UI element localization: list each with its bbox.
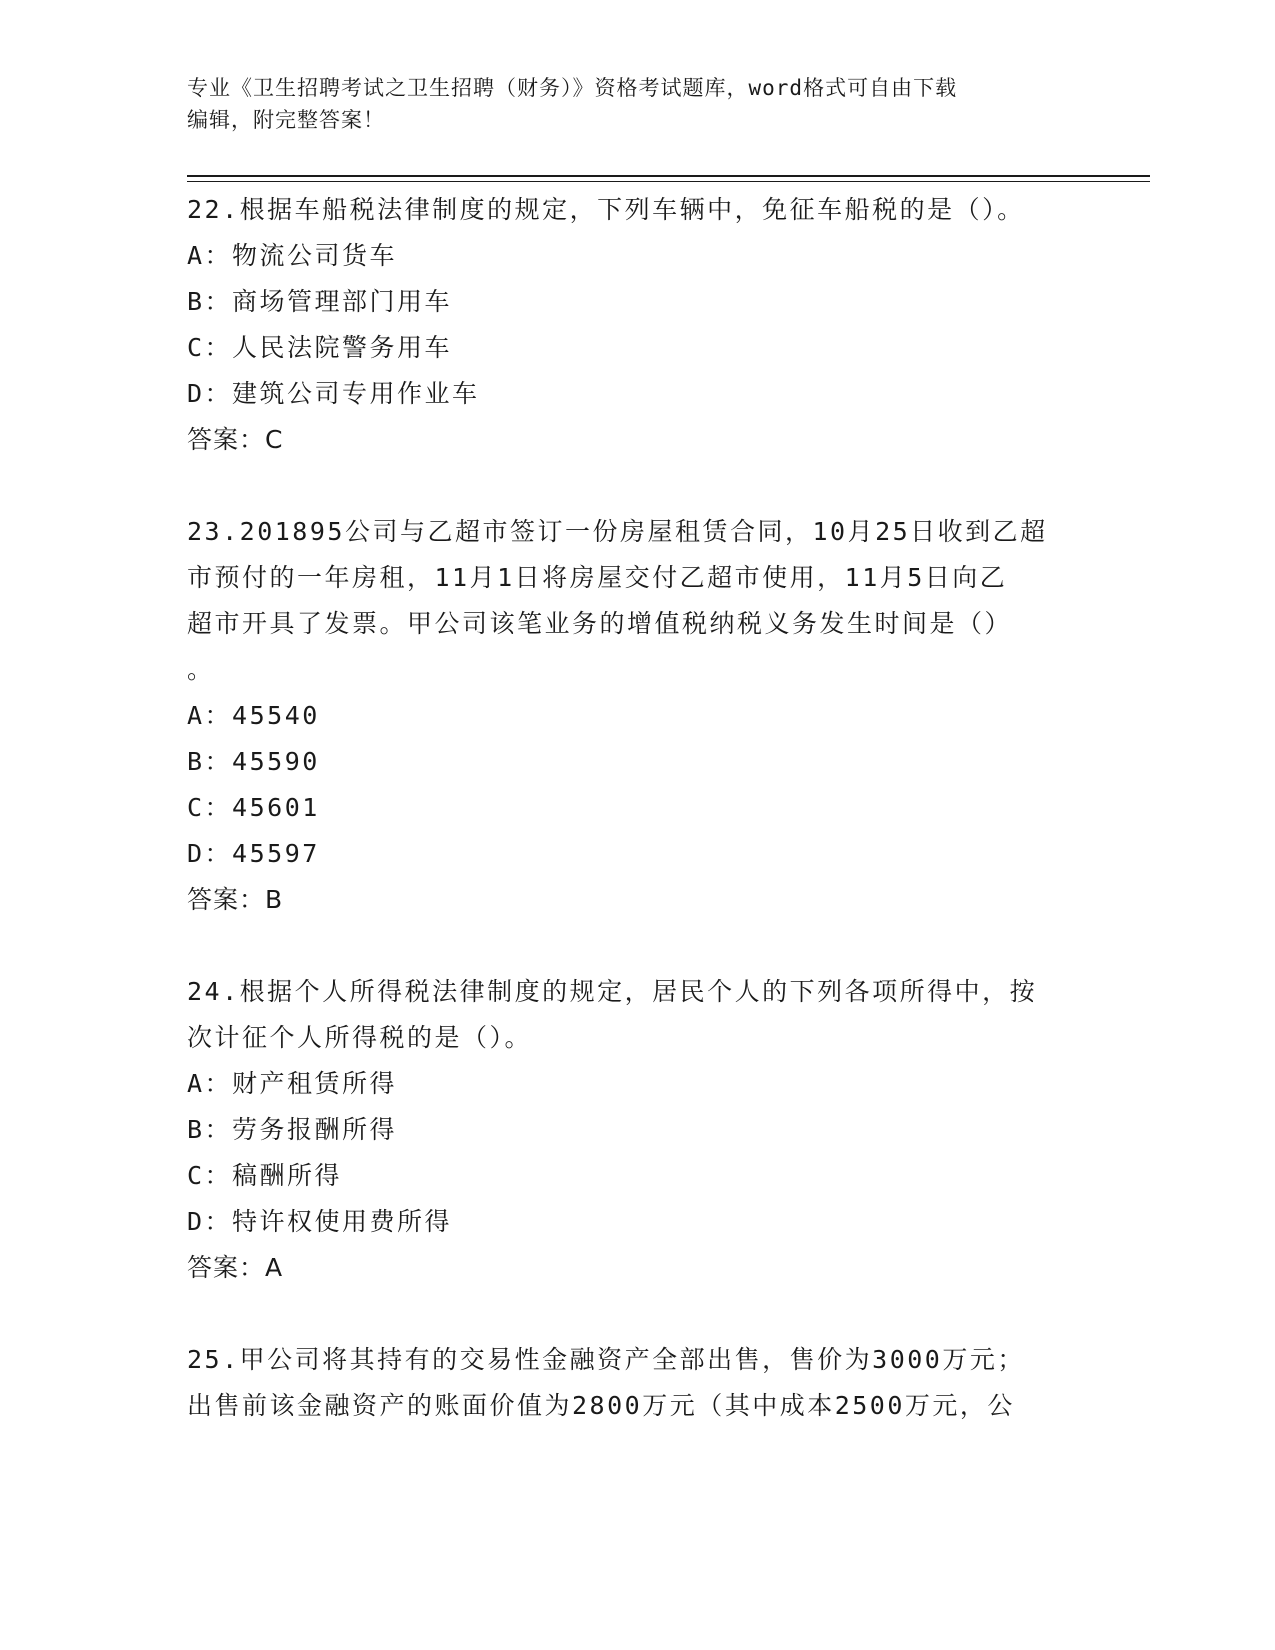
question-text-line: 23.201895公司与乙超市签订一份房屋租赁合同，10月25日收到乙超 [187,517,1048,546]
option-b: B：商场管理部门用车 [187,287,453,316]
question-text-line: 25.甲公司将其持有的交易性金融资产全部出售，售价为3000万元； [187,1345,1025,1374]
header-line-2: 编辑，附完整答案！ [187,108,385,132]
question-22 [187,187,1087,463]
answer: 答案：C [187,425,284,454]
answer: 答案：A [187,1253,284,1282]
question-text-line: 超市开具了发票。甲公司该笔业务的增值税纳税义务发生时间是（） [187,609,1013,638]
option-b: B：45590 [187,747,320,776]
question-spacer [187,923,1087,969]
question-25 [187,1337,1087,1429]
question-text-line: 出售前该金融资产的账面价值为2800万元（其中成本2500万元，公 [187,1391,1015,1420]
option-d: D：45597 [187,839,320,868]
option-d: D：建筑公司专用作业车 [187,379,480,408]
option-b: B：劳务报酬所得 [187,1115,398,1144]
header-divider-thin [187,181,1150,182]
answer: 答案：B [187,885,284,914]
option-a: A：45540 [187,701,320,730]
question-24 [187,969,1087,1291]
option-c: C：人民法院警务用车 [187,333,453,362]
header-divider-thick [187,175,1150,177]
question-text-line: 次计征个人所得税的是（）。 [187,1023,533,1052]
question-text-line: 。 [187,655,215,684]
question-spacer [187,1291,1087,1337]
question-text-line: 24.根据个人所得税法律制度的规定，居民个人的下列各项所得中，按 [187,977,1038,1006]
question-list [187,187,1087,1429]
option-a: A：物流公司货车 [187,241,398,270]
document-header [187,72,1067,136]
question-23 [187,509,1087,923]
option-c: C：45601 [187,793,320,822]
header-line-1: 专业《卫生招聘考试之卫生招聘（财务）》资格考试题库，word格式可自由下载 [187,76,958,100]
option-a: A：财产租赁所得 [187,1069,398,1098]
option-c: C：稿酬所得 [187,1161,343,1190]
option-d: D：特许权使用费所得 [187,1207,453,1236]
question-text-line: 市预付的一年房租，11月1日将房屋交付乙超市使用，11月5日向乙 [187,563,1008,592]
question-text-line: 22.根据车船税法律制度的规定，下列车辆中，免征车船税的是（）。 [187,195,1025,224]
question-spacer [187,463,1087,509]
